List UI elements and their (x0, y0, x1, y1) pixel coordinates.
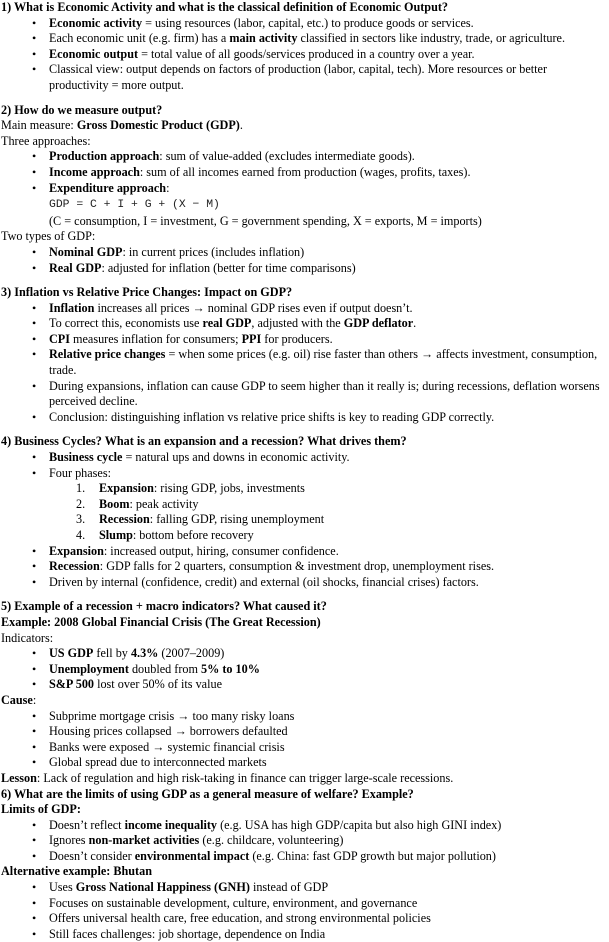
list-item: • Expenditure approach: GDP = C + I + G + (X − M) (C = consumption, I = investment, G = government spending, X = exports, M = imports) (1, 181, 607, 230)
example-line: Example: 2008 Global Financial Crisis (The Great Recession) (1, 614, 321, 629)
section-4-list (1, 450, 607, 481)
section-3-heading: 3) Inflation vs Relative Price Changes: Impact on GDP? (1, 285, 293, 300)
phase-item: 4. Slump: bottom before recovery (1, 528, 607, 544)
formula-legend: (C = consumption, I = investment, G = government spending, X = exports, M = imports) (49, 213, 482, 228)
list-item: • CPI measures inflation for consumers; PPI for producers. (1, 332, 607, 348)
alternative-label: Alternative example: Bhutan (1, 864, 152, 879)
list-item: • To correct this, economists use real GDP, adjusted with the GDP deflator. (1, 316, 607, 332)
list-item: • Offers universal health care, free education, and strong environmental policies (1, 911, 607, 927)
section-1-heading: 1) What is Economic Activity and what is the classical definition of Economic Output? (1, 0, 449, 14)
list-item: • Expansion: increased output, hiring, consumer confidence. (1, 544, 607, 560)
cause-label: Cause: (1, 692, 37, 707)
phase-item: 3. Recession: falling GDP, rising unemployment (1, 512, 607, 528)
list-item: • Conclusion: distinguishing inflation vs relative price shifts is key to reading GDP correctly. (1, 410, 607, 426)
list-item: • Still faces challenges: job shortage, dependence on India (1, 927, 607, 942)
list-item: • Production approach: sum of value-added (excludes intermediate goods). (1, 149, 607, 165)
list-item: • Real GDP: adjusted for inflation (better for time comparisons) (1, 261, 607, 277)
bhutan-list (1, 880, 607, 942)
limits-list (1, 818, 607, 865)
list-item: • Global spread due to interconnected markets (1, 755, 607, 771)
list-item: • Four phases: (1, 466, 607, 482)
section-4-heading: 4) Business Cycles? What is an expansion and a recession? What drives them? (1, 434, 407, 449)
phase-item: 1. Expansion: rising GDP, jobs, investments (1, 481, 607, 497)
indicators-label: Indicators: (1, 630, 54, 645)
main-measure-line: Main measure: Gross Domestic Product (GDP). (1, 118, 243, 133)
list-item: • Doesn’t consider environmental impact (e.g. China: fast GDP growth but major pollution) (1, 849, 607, 865)
section-1-list (1, 16, 607, 94)
list-item: • Recession: GDP falls for 2 quarters, consumption & investment drop, unemployment rises. (1, 559, 607, 575)
phase-item: 2. Boom: peak activity (1, 497, 607, 513)
section-3-list (1, 301, 607, 426)
list-item: • Unemployment doubled from 5% to 10% (1, 662, 607, 678)
indicators-list (1, 646, 607, 693)
list-item: • Economic output = total value of all goods/services produced in a country over a year. (1, 47, 607, 63)
types-list (1, 245, 607, 276)
section-2-heading: 2) How do we measure output? (1, 102, 163, 117)
list-item: • Ignores non-market activities (e.g. childcare, volunteering) (1, 833, 607, 849)
list-item: • Doesn’t reflect income inequality (e.g. USA has high GDP/capita but also high GINI index) (1, 818, 607, 834)
list-item: • Economic activity = using resources (labor, capital, etc.) to produce goods or services. (1, 16, 607, 32)
list-item: • Business cycle = natural ups and downs in economic activity. (1, 450, 607, 466)
list-item: • During expansions, inflation can cause GDP to seem higher than it really is; during recessions, deflation worsens perceived decline. (1, 379, 607, 410)
cause-list (1, 709, 607, 771)
list-item: • Inflation increases all prices → nominal GDP rises even if output doesn’t. (1, 301, 607, 317)
list-item: • Driven by internal (confidence, credit) and external (oil shocks, financial crises) factors. (1, 575, 607, 591)
gdp-formula: GDP = C + I + G + (X − M) (49, 199, 220, 212)
list-item: • Nominal GDP: in current prices (includes inflation) (1, 245, 607, 261)
list-item: • Uses Gross National Happiness (GNH) instead of GDP (1, 880, 607, 896)
list-item: • Subprime mortgage crisis → too many risky loans (1, 709, 607, 725)
list-item: • Relative price changes = when some prices (e.g. oil) rise faster than others → affects investment, consumption, trade. (1, 347, 607, 378)
phases-list (1, 481, 607, 543)
list-item: • Housing prices collapsed → borrowers defaulted (1, 724, 607, 740)
section-6-heading: 6) What are the limits of using GDP as a general measure of welfare? Example? (1, 786, 414, 801)
list-item: • Banks were exposed → systemic financial crisis (1, 740, 607, 756)
lesson-line: Lesson: Lack of regulation and high risk-taking in finance can trigger large-scale recessions. (1, 770, 454, 785)
types-label: Two types of GDP: (1, 229, 96, 244)
section-5-heading: 5) Example of a recession + macro indicators? What caused it? (1, 599, 327, 614)
section-4-list-continued (1, 544, 607, 591)
list-item: • S&P 500 lost over 50% of its value (1, 677, 607, 693)
limits-label: Limits of GDP: (1, 802, 81, 817)
list-item: • Focuses on sustainable development, culture, environment, and governance (1, 896, 607, 912)
list-item: • Each economic unit (e.g. firm) has a main activity classified in sectors like industry, trade, or agriculture. (1, 31, 607, 47)
list-item: • Income approach: sum of all incomes earned from production (wages, profits, taxes). (1, 165, 607, 181)
list-item: • US GDP fell by 4.3% (2007–2009) (1, 646, 607, 662)
approaches-label: Three approaches: (1, 133, 91, 148)
approaches-list (1, 149, 607, 229)
list-item: • Classical view: output depends on factors of production (labor, capital, tech). More resources or better productivity = more output. (1, 62, 607, 93)
